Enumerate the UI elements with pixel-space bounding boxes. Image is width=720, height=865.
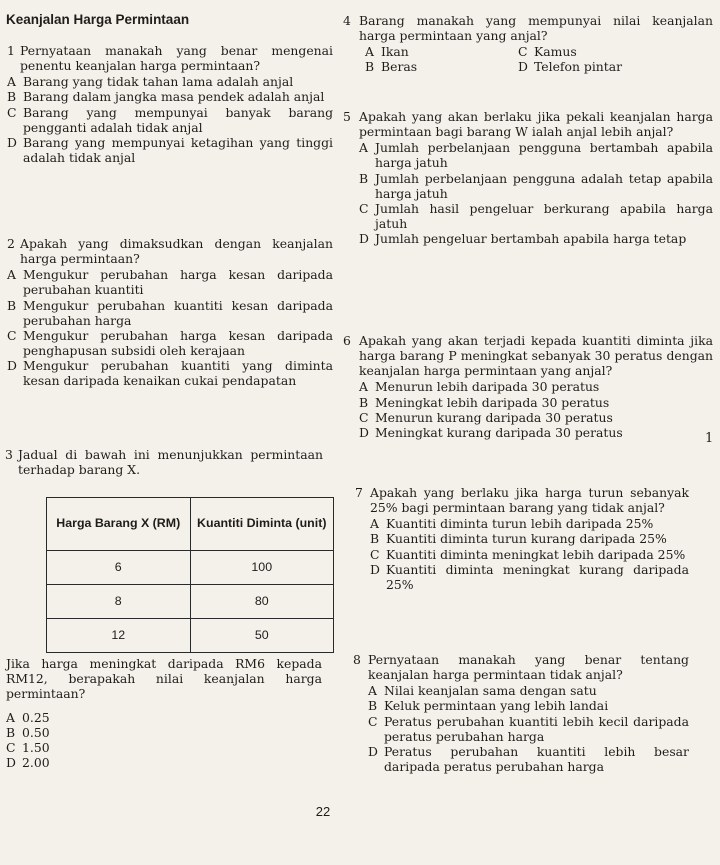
option-b[interactable]: B Keluk permintaan yang lebih landai: [368, 698, 609, 714]
question-text: Apakah yang akan terjadi kepada kuantiti diminta jika harga barang P meningkat sebanyak 30 peratus dengan keanjalan harga permintaan yang anjal?: [359, 333, 713, 379]
question-3: [5, 447, 323, 477]
table-row: [47, 551, 334, 585]
option-c[interactable]: C 1.50: [6, 740, 50, 756]
option-a[interactable]: A Mengukur perubahan harga kesan daripada perubahan kuantiti: [7, 267, 333, 298]
option-a[interactable]: A Jumlah perbelanjaan pengguna bertambah apabila harga jatuh: [359, 140, 713, 171]
table-row: [47, 585, 334, 619]
option-d[interactable]: D Mengukur perubahan kuantiti yang diminta kesan daripada kenaikan cukai pendapatan: [7, 358, 333, 389]
question-2: [7, 236, 333, 388]
option-b[interactable]: B Kuantiti diminta turun kurang daripada 25%: [370, 531, 667, 547]
option-b[interactable]: B Beras: [365, 59, 418, 75]
option-d[interactable]: D Kuantiti diminta meningkat kurang daripada 25%: [370, 561, 689, 592]
option-d[interactable]: D Peratus perubahan kuantiti lebih besar daripada peratus perubahan harga: [368, 743, 689, 774]
options: [7, 74, 333, 165]
option-c[interactable]: C Kamus: [518, 44, 577, 60]
options: [368, 683, 689, 774]
question-number: 5: [343, 109, 351, 124]
option-a[interactable]: A Ikan: [365, 44, 409, 60]
page-number: 22: [315, 804, 331, 819]
option-c[interactable]: C Peratus perubahan kuantiti lebih kecil daripada peratus perubahan harga: [368, 713, 689, 744]
question-number: 1: [7, 43, 15, 58]
question-8: [353, 652, 689, 774]
question-7: [355, 485, 689, 592]
option-a[interactable]: A Barang yang tidak tahan lama adalah anjal: [7, 74, 294, 90]
option-d[interactable]: D Telefon pintar: [518, 59, 623, 75]
question-number: 8: [353, 652, 361, 667]
question-number: 7: [355, 485, 363, 500]
options: [370, 516, 689, 592]
question-text: Apakah yang berlaku jika harga turun sebanyak 25% bagi permintaan barang yang tidak anjal?: [370, 485, 689, 516]
price-cell: 6: [47, 551, 191, 585]
table-row: [47, 619, 334, 653]
page-title: Keanjalan Harga Permintaan: [6, 12, 190, 27]
question-text: Pernyataan manakah yang benar tentang keanjalan harga permintaan tidak anjal?: [368, 652, 689, 683]
column-header-quantity: Kuantiti Diminta (unit): [190, 498, 334, 551]
quantity-cell: 50: [190, 619, 334, 653]
option-d[interactable]: D Barang yang mempunyai ketagihan yang tinggi adalah tidak anjal: [7, 134, 333, 165]
question-number: 4: [343, 13, 351, 28]
option-a[interactable]: A 0.25: [6, 710, 50, 725]
options: [359, 379, 713, 440]
option-b[interactable]: B Jumlah perbelanjaan pengguna adalah tetap apabila harga jatuh: [359, 170, 713, 201]
option-a[interactable]: A Nilai keanjalan sama dengan satu: [368, 683, 597, 699]
question-text: Barang manakah yang mempunyai nilai keanjalan harga permintaan yang anjal?: [359, 13, 713, 44]
question-number: 2: [7, 236, 15, 251]
option-c[interactable]: C Menurun kurang daripada 30 peratus: [359, 409, 613, 425]
option-c[interactable]: C Barang yang mempunyai banyak barang pengganti adalah tidak anjal: [7, 104, 333, 135]
option-d[interactable]: D 2.00: [6, 755, 50, 771]
options: [6, 710, 66, 771]
options: [7, 267, 333, 388]
question-6: [343, 333, 713, 440]
option-a[interactable]: A Menurun lebih daripada 30 peratus: [359, 379, 600, 395]
option-b[interactable]: B Barang dalam jangka masa pendek adalah anjal: [7, 89, 325, 105]
question-1: [7, 43, 333, 165]
demand-table: [46, 497, 334, 653]
option-b[interactable]: B Meningkat lebih daripada 30 peratus: [359, 394, 610, 410]
stray-mark: 1: [705, 431, 714, 446]
question-5: [343, 109, 713, 246]
question-text: Pernyataan manakah yang benar mengenai penentu keanjalan harga permintaan?: [20, 43, 333, 74]
option-d[interactable]: D Meningkat kurang daripada 30 peratus: [359, 424, 623, 440]
question-number: 6: [343, 333, 351, 348]
option-c[interactable]: C Jumlah hasil pengeluar berkurang apabila harga jatuh: [359, 200, 713, 231]
options: [359, 140, 713, 246]
question-3-prompt: Jika harga meningkat daripada RM6 kepada RM12, berapakah nilai keanjalan harga permintaan?: [6, 656, 322, 702]
option-c[interactable]: C Mengukur perubahan harga kesan daripada penghapusan subsidi oleh kerajaan: [7, 327, 333, 358]
option-a[interactable]: A Kuantiti diminta turun lebih daripada 25%: [370, 516, 654, 532]
option-d[interactable]: D Jumlah pengeluar bertambah apabila harga tetap: [359, 231, 687, 246]
option-c[interactable]: C Kuantiti diminta meningkat lebih daripada 25%: [370, 546, 686, 562]
option-b[interactable]: B Mengukur perubahan kuantiti kesan daripada perubahan harga: [7, 297, 333, 328]
question-text: Jadual di bawah ini menunjukkan permintaan terhadap barang X.: [18, 447, 323, 478]
question-text: Apakah yang dimaksudkan dengan keanjalan harga permintaan?: [20, 236, 333, 267]
column-header-price: Harga Barang X (RM): [47, 498, 191, 551]
price-cell: 8: [47, 585, 191, 619]
quantity-cell: 100: [190, 551, 334, 585]
table-header-row: [47, 498, 334, 551]
question-number: 3: [5, 447, 13, 462]
question-4: [343, 13, 713, 75]
quantity-cell: 80: [190, 585, 334, 619]
option-b[interactable]: B 0.50: [6, 725, 50, 741]
price-cell: 12: [47, 619, 191, 653]
options: [365, 44, 713, 74]
question-text: Apakah yang akan berlaku jika pekali keanjalan harga permintaan bagi barang W ialah anjal lebih anjal?: [359, 109, 713, 140]
